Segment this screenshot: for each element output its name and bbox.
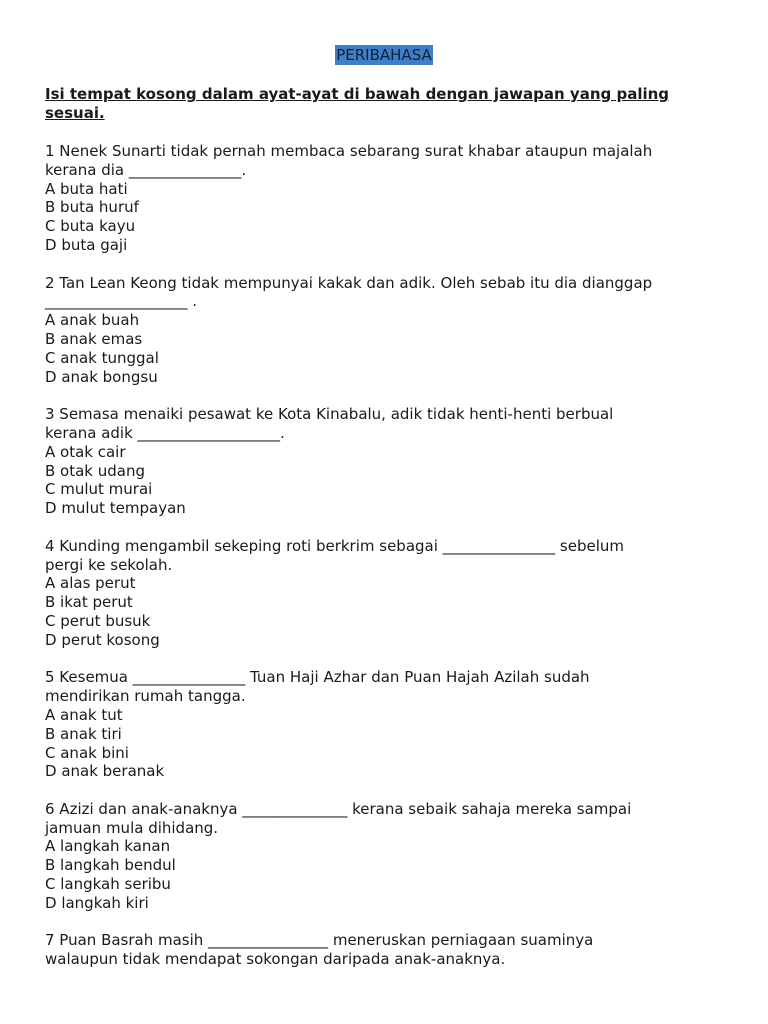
answer-option: D langkah kiri xyxy=(45,893,149,912)
answer-option: D anak beranak xyxy=(45,762,165,781)
answer-option: A buta hati xyxy=(45,179,128,198)
question-stem: 7 Puan Basrah masih ________________ meneruskan perniagaan suaminya walaupun tidak mendapat sokongan daripada anak-anaknya. xyxy=(45,931,594,969)
question-stem: 2 Tan Lean Keong tidak mempunyai kakak dan adik. Oleh sebab itu dia dianggap ___________________ . xyxy=(45,273,653,311)
answer-option: C buta kayu xyxy=(45,217,136,236)
answer-option: A langkah kanan xyxy=(45,837,171,856)
answer-option: A anak tut xyxy=(45,705,123,724)
answer-option: B ikat perut xyxy=(45,593,133,612)
answer-option: B anak tiri xyxy=(45,724,122,743)
answer-option: A otak cair xyxy=(45,442,126,461)
answer-option: B langkah bendul xyxy=(45,856,176,875)
instruction-text: Isi tempat kosong dalam ayat-ayat di bawah dengan jawapan yang paling sesuai. xyxy=(45,85,670,122)
question-stem: 3 Semasa menaiki pesawat ke Kota Kinabalu, adik tidak henti-henti berbual kerana adik ___________________. xyxy=(45,405,614,442)
answer-option: B anak emas xyxy=(45,329,143,348)
title-wrapper xyxy=(0,45,768,65)
answer-option: D mulut tempayan xyxy=(45,499,186,518)
answer-option: D anak bongsu xyxy=(45,367,158,386)
answer-option: D buta gaji xyxy=(45,235,128,254)
document-title: PERIBAHASA xyxy=(336,46,432,64)
question-item xyxy=(45,405,685,518)
answer-option: A alas perut xyxy=(45,574,136,593)
answer-option: B buta huruf xyxy=(45,198,139,217)
answer-option: B otak udang xyxy=(45,461,146,480)
question-stem: 1 Nenek Sunarti tidak pernah membaca sebarang surat khabar ataupun majalah kerana dia _______________. xyxy=(45,142,653,179)
question-item xyxy=(45,800,685,913)
question-item xyxy=(45,668,685,781)
question-item xyxy=(45,274,685,387)
answer-option: C perut busuk xyxy=(45,611,151,630)
question-item xyxy=(45,931,685,969)
answer-option: A anak buah xyxy=(45,311,140,330)
question-item xyxy=(45,537,685,650)
answer-option: C mulut murai xyxy=(45,480,153,499)
answer-option: C langkah seribu xyxy=(45,875,171,894)
question-list xyxy=(45,142,685,969)
answer-option: C anak bini xyxy=(45,743,129,762)
answer-option: D perut kosong xyxy=(45,630,160,649)
question-item xyxy=(45,142,685,255)
question-stem: 5 Kesemua _______________ Tuan Haji Azhar dan Puan Hajah Azilah sudah mendirikan rumah tangga. xyxy=(45,668,590,706)
answer-option: C anak tunggal xyxy=(45,348,159,367)
question-stem: 6 Azizi dan anak-anaknya ______________ kerana sebaik sahaja mereka sampai jamuan mula dihidang. xyxy=(45,799,632,837)
question-stem: 4 Kunding mengambil sekeping roti berkrim sebagai _______________ sebelum pergi ke sekolah. xyxy=(45,536,625,574)
